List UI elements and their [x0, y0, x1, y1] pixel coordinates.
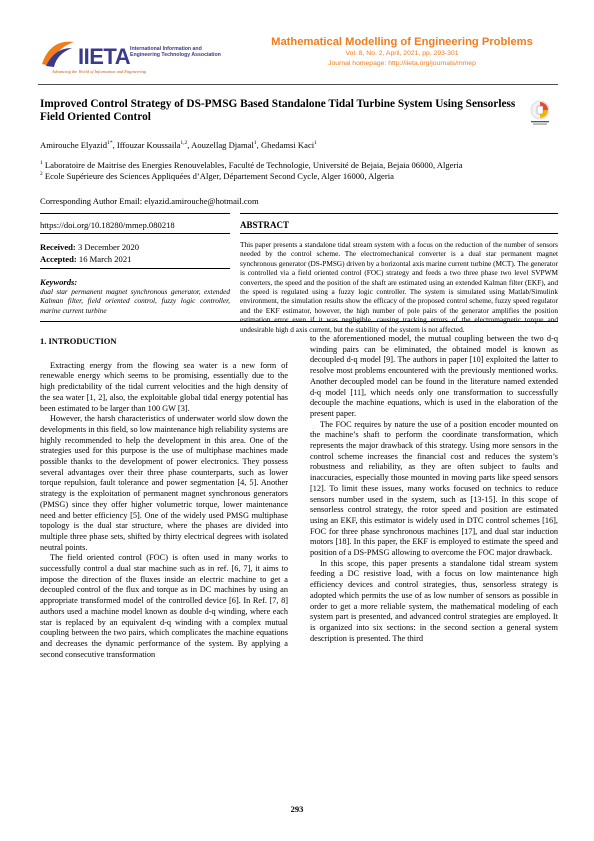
logo-wordmark: IIETA [78, 44, 131, 69]
iieta-logo [38, 38, 238, 78]
journal-name: Mathematical Modelling of Engineering Problems [271, 36, 533, 48]
body-paragraph: Extracting energy from the flowing sea water is a new form of renewable energy which seems to be promising, essentially due to the high predictability of the tidal current velocities and the high density of the sea water [1, 2], also, the exploitable global tidal energy potential has been estimated to be larger than 100 GW [3]. [40, 360, 288, 413]
author-name: Iffouzar Koussaila [116, 140, 181, 150]
logo-organization: International Information and Engineering Technology Association [130, 46, 221, 58]
keywords-list: dual star permanent magnet synchronous generator, extended Kalman filter, field oriented control, fuzzy logic controller, marine current turbine [40, 287, 230, 315]
author-name: Amirouche Elyazid [40, 140, 108, 150]
body-paragraph: The FOC requires by nature the use of a position encoder mounted on the machine’s shaft to perform the coordinate transformation, which represents the major drawback of this strategy. Using more sensors in the control scheme increases the financial cost and reduces the system’s robustness and reliability, as they are often subject to faults and inaccuracies, especially those mounted in moving parts like speed sensors [12]. To limit these issues, many works focused on technics to reduce sensors number used in the system, such as [13-15]. In this scope of sensorless control strategy, the rotor speed and position are estimated using an EKF, this estimator is widely used in DTC control schemes [16], FOC for three phase synchronous machines [17], and dual star induction motors [18]. In this paper, the EKF is employed to estimate the speed and position of a DS-PMSG allowing to overcome the FOC major drawback. [310, 419, 558, 558]
doi-link[interactable]: https://doi.org/10.18280/mmep.080218 [40, 220, 175, 230]
divider [240, 233, 558, 234]
body-column-left [40, 336, 288, 660]
author-list: Amirouche Elyazid$^{1*}$, Iffouzar Koussaila$^{1,2}$, Aouzellag Djamal$^1$, Ghedamsi Kaci$^1$ [40, 140, 317, 150]
header-divider [38, 84, 558, 85]
iieta-logo-mark-icon [38, 38, 78, 70]
corresponding-author: Corresponding Author Email: elyazid.amirouche@hotmail.com [40, 196, 259, 206]
body-paragraph: to the aforementioned model, the mutual coupling between the two d-q winding pairs can be eliminated, the obtained model is known as decoupled d-q model [9]. The authors in paper [10] exploited the latter to resolve most problems encountered with the previously mentioned works. Another decoupled model can be found in the literature named extended d-q model [11], which needs only one transformation to successfully decouple the machine equations, which is used in the elaboration of the present paper. [310, 334, 558, 418]
abstract-heading: ABSTRACT [240, 220, 290, 230]
accepted-date: Accepted: 16 March 2021 [40, 254, 132, 264]
journal-header [246, 36, 558, 67]
author-name: Aouzellag Djamal [191, 140, 254, 150]
affiliation: $^2$ Ecole Supérieure des Sciences Appliquées d’Alger, Département Second Cycle, Alger 16000, Algeria [40, 171, 394, 181]
divider [40, 233, 230, 234]
divider [240, 213, 558, 214]
journal-volume: Vol. 8, No. 2, April, 2021, pp. 293-301 [345, 50, 459, 57]
journal-homepage-link[interactable]: Journal homepage: http://iieta.org/journals/mmep [328, 60, 476, 67]
affiliation: $^1$ Laboratoire de Maitrise des Energies Renouvelables, Faculté de Technologie, Université de Bejaia, Bejaia 06000, Algeria [40, 160, 463, 170]
page-number: 293 [290, 804, 304, 814]
abstract-text: This paper presents a standalone tidal stream system with a focus on the reduction of the number of sensors needed by the control scheme. The electromechanical converter is a dual star permanent magnet synchronous generator (DS-PMSG) driven by a horizontal axis marine current turbine (MCT). The generator is controlled via a field oriented control (FOC) strategy and feeds a two three phase two level SVPWM converters, the speed and the position of the shaft are estimated using an extended Kalman filter (EKF), and the speed is regulated using a fuzzy logic controller. The system is simulated using Matlab/Simulink environment, the simulation results show the efficacy of the proposed control scheme, fuzzy speed regulator and the EKF estimator, however, the high number of pole pairs of the generator amplifies the position estimation error even if it was negligible, causing tracking errors of the electromagnetic torque and undesirable high d axis current, but the stability of the system is not affected. [240, 240, 559, 334]
logo-tagline: Advancing the World of Information and Engineering [52, 69, 146, 74]
section-heading: 1. INTRODUCTION [40, 336, 117, 346]
body-column-right [310, 334, 558, 644]
keywords-heading: Keywords: [40, 277, 78, 287]
body-paragraph: However, the harsh characteristics of underwater world slow down the developments in this field, so low maintenance high reliability systems are highly recommended to help the development in this area. One of the strategies used for this purpose is the use of multiphase machines made possible thanks to the development of power electronics. They possess several advantages over their three phase counterparts, such as lower torque repulsion, fault tolerance and power segmentation [4, 5]. Another strategy is the exploitation of permanent magnet synchronous generators (PMSG) since they offer higher volumetric torque, lower maintenance need and better efficiency [5]. One of the widely used PMSG multiphase topology is the dual star structure, where the phases are divided into multiple three phase sets, shifted by thirty electrical degrees with isolated neutral points. [40, 414, 288, 552]
article-title: Improved Control Strategy of DS-PMSG Based Standalone Tidal Turbine System Using Sensorless Field Oriented Control [40, 98, 516, 124]
divider [40, 268, 230, 269]
section-divider [40, 321, 558, 322]
author-name: Ghedamsi Kaci [260, 140, 315, 150]
received-date: Received: 3 December 2020 [40, 242, 140, 252]
check-for-updates-icon[interactable] [528, 100, 552, 126]
body-paragraph: In this scope, this paper presents a standalone tidal stream system feeding a DC resistive load, with a focus on low maintenance high efficiency devices and control strategies, thus, sensorless strategy is adopted which permits the use of as low number of sensors as possible in order to get a more reliable system, the mathematical modeling of each system part is presented, and advanced control strategies are employed. It is organized into six sections: in the second section a general system description is presented. The third [310, 558, 558, 643]
divider [40, 213, 230, 214]
body-paragraph: The field oriented control (FOC) is often used in many works to successfully control a dual star machine such as in ref. [6, 7], it aims to impose the direction of the fluxes inside an electric machine to get a decoupled control of the flux and torque as in DC machines by using an appropriate transformed model of the controlled device [6]. In Ref. [7, 8] authors used a machine model known as double d-q winding, where each star is replaced by an equivalent d-q winding with a complex mutual coupling between the two pairs, which complicates the machine equations and decreases the dynamic performance of the system. By applying a second consecutive transformation [40, 553, 288, 659]
